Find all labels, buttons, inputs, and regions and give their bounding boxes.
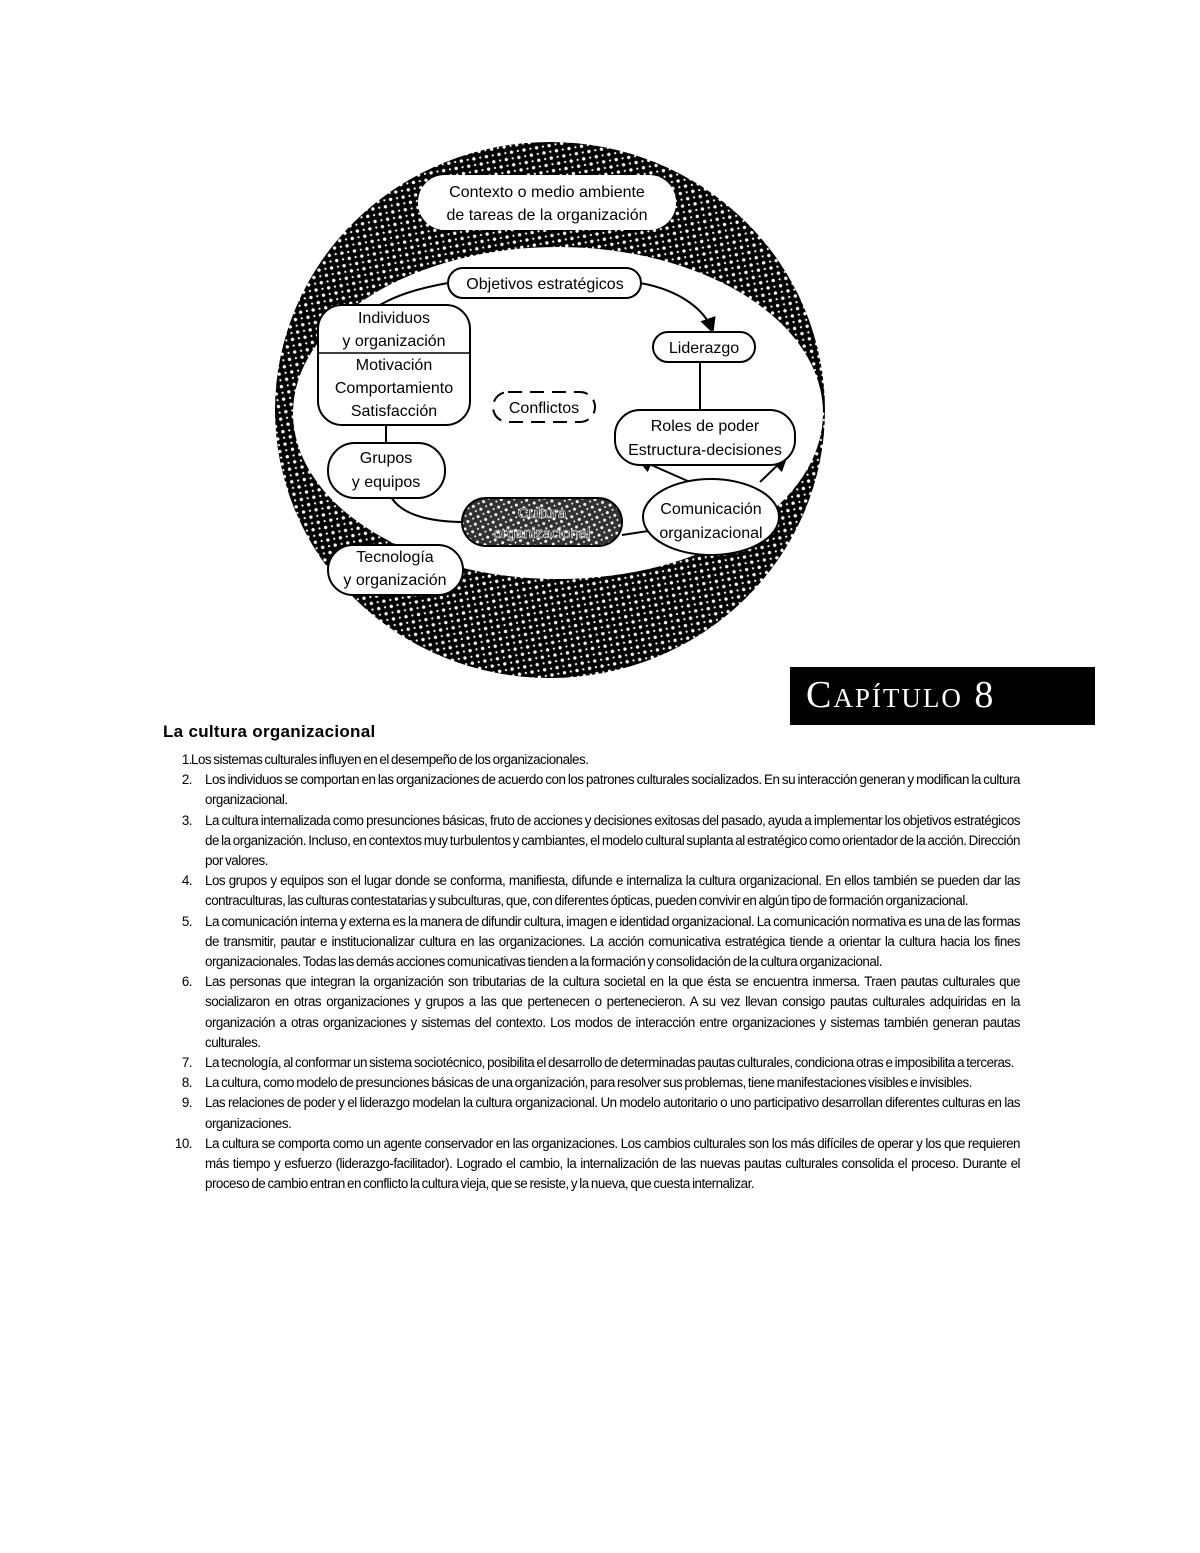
chapter-banner xyxy=(790,667,1095,725)
cultura-label-line2: organizacional xyxy=(493,525,591,542)
list-item-text: Los grupos y equipos son el lugar donde se conforma, manifiesta, difunde e internaliza la cultura organizacional. En ellos también se pueden dar las contraculturas, las culturas contestatarias y subculturas, que, con diferentes ópticas, pueden convivir en algún tipo de formación organizacional. xyxy=(205,873,1020,909)
grupos-label-line2: y equipos xyxy=(351,474,421,491)
grupos-label-line1: Grupos xyxy=(359,450,413,467)
list-item-text: Las personas que integran la organización son tributarias de la cultura societal en la que ésta se encuentra inmersa. Traen pautas culturales que socializaron en otras organizaciones y grupos a las que pertenecen o pertenecieron. A su vez llevan consigo pautas culturales adquiridas en la organización a otras organizaciones y sistemas del contexto. Los modos de interacción entre organizaciones y sistemas también generan pautas culturales. xyxy=(205,974,1020,1050)
comunicacion-label-line1: Comunicación xyxy=(660,501,762,518)
list-item xyxy=(160,770,1020,810)
list-item xyxy=(160,1053,1020,1073)
individuos-header-line1: Individuos xyxy=(357,310,431,327)
list-item-text: Los sistemas culturales influyen en el desempeño de los organizacionales. xyxy=(191,752,589,767)
list-item xyxy=(160,1073,1020,1093)
list-item-text: La comunicación interna y externa es la manera de difundir cultura, imagen e identidad organizacional. La comunicación normativa es una de las formas de transmitir, pautar e institucionalizar cultura en las organizaciones. La acción comunicativa estratégica tiende a orientar la cultura hacia los fines organizacionales. Todas las demás acciones comunicativas tienden a la formación y consolidación de la cultura organizacional. xyxy=(205,913,1020,970)
tecnologia-label-line2: y organización xyxy=(343,572,447,589)
chapter-title: Capítulo 8 xyxy=(806,674,996,716)
summary-list xyxy=(160,750,1020,1194)
list-item-number: 9. xyxy=(181,1095,192,1111)
individuos-body-line2: Comportamiento xyxy=(334,380,454,397)
list-item xyxy=(160,750,1020,770)
objetivos-label: Objetivos estratégicos xyxy=(466,276,624,293)
list-item-text: La tecnología, al conformar un sistema sociotécnico, posibilita el desarrollo de determinadas pautas culturales, condiciona otras e imposibilita a terceras. xyxy=(205,1055,1014,1071)
list-item-number: 6. xyxy=(181,974,192,990)
list-item xyxy=(160,871,1020,911)
context-label-line1: Contexto o medio ambiente xyxy=(449,184,645,201)
list-item xyxy=(160,1093,1020,1133)
list-item-text: Los individuos se comportan en las organizaciones de acuerdo con los patrones culturales socializados. En su interacción generan y modifican la cultura organizacional. xyxy=(205,772,1020,808)
list-item-number: 5. xyxy=(181,913,192,929)
list-item-text: La cultura se comporta como un agente conservador en las organizaciones. Los cambios culturales son los más difíciles de operar y los que requieren más tiempo y esfuerzo (liderazgo-facilitador). Logrado el cambio, la internalización de las nuevas pautas culturales consolida el proceso. Durante el proceso de cambio entran en conflicto la cultura vieja, que se resiste, y la nueva, que cuesta internalizar. xyxy=(205,1135,1020,1192)
cultura-label-line1: Cultura xyxy=(517,505,567,522)
list-item-text: La cultura internalizada como presunciones básicas, fruto de acciones y decisiones exitosas del pasado, ayuda a implementar los objetivos estratégicos de la organización. Incluso, en contextos muy turbulentos y cambiantes, el modelo cultural suplanta al estratégico como orientador de la acción. Dirección por valores. xyxy=(205,812,1020,869)
list-item xyxy=(160,912,1020,973)
individuos-header-line2: y organización xyxy=(342,333,446,350)
roles-label-line2: Estructura-decisiones xyxy=(628,442,782,459)
list-item-number: 7. xyxy=(181,1055,192,1071)
list-item-text: Las relaciones de poder y el liderazgo modelan la cultura organizacional. Un modelo autoritario o uno participativo desarrollan diferentes culturas en las organizaciones. xyxy=(205,1095,1020,1131)
list-item-number: 3. xyxy=(181,812,192,828)
list-item xyxy=(160,811,1020,872)
list-item-text: La cultura, como modelo de presunciones básicas de una organización, para resolver sus problemas, tiene manifestaciones visibles e invisibles. xyxy=(205,1075,972,1091)
tecnologia-label-line1: Tecnología xyxy=(356,549,434,566)
section-heading: La cultura organizacional xyxy=(163,722,376,741)
comunicacion-label-line2: organizacional xyxy=(659,525,763,542)
conflictos-label: Conflictos xyxy=(508,400,580,417)
roles-label-line1: Roles de poder xyxy=(650,418,760,435)
context-label-line2: de tareas de la organización xyxy=(446,207,648,224)
list-item-number: 2. xyxy=(181,772,192,788)
list-item-number: 4. xyxy=(181,873,192,889)
list-item xyxy=(160,972,1020,1053)
list-item xyxy=(160,1134,1020,1195)
individuos-body-line3: Satisfacción xyxy=(350,403,438,420)
liderazgo-label: Liderazgo xyxy=(668,340,740,357)
list-item-number: 8. xyxy=(181,1075,192,1091)
list-item-number: 1. xyxy=(181,752,192,767)
list-item-number: 10. xyxy=(174,1135,192,1151)
organizational-culture-diagram xyxy=(250,100,850,680)
individuos-body-line1: Motivación xyxy=(355,357,433,374)
